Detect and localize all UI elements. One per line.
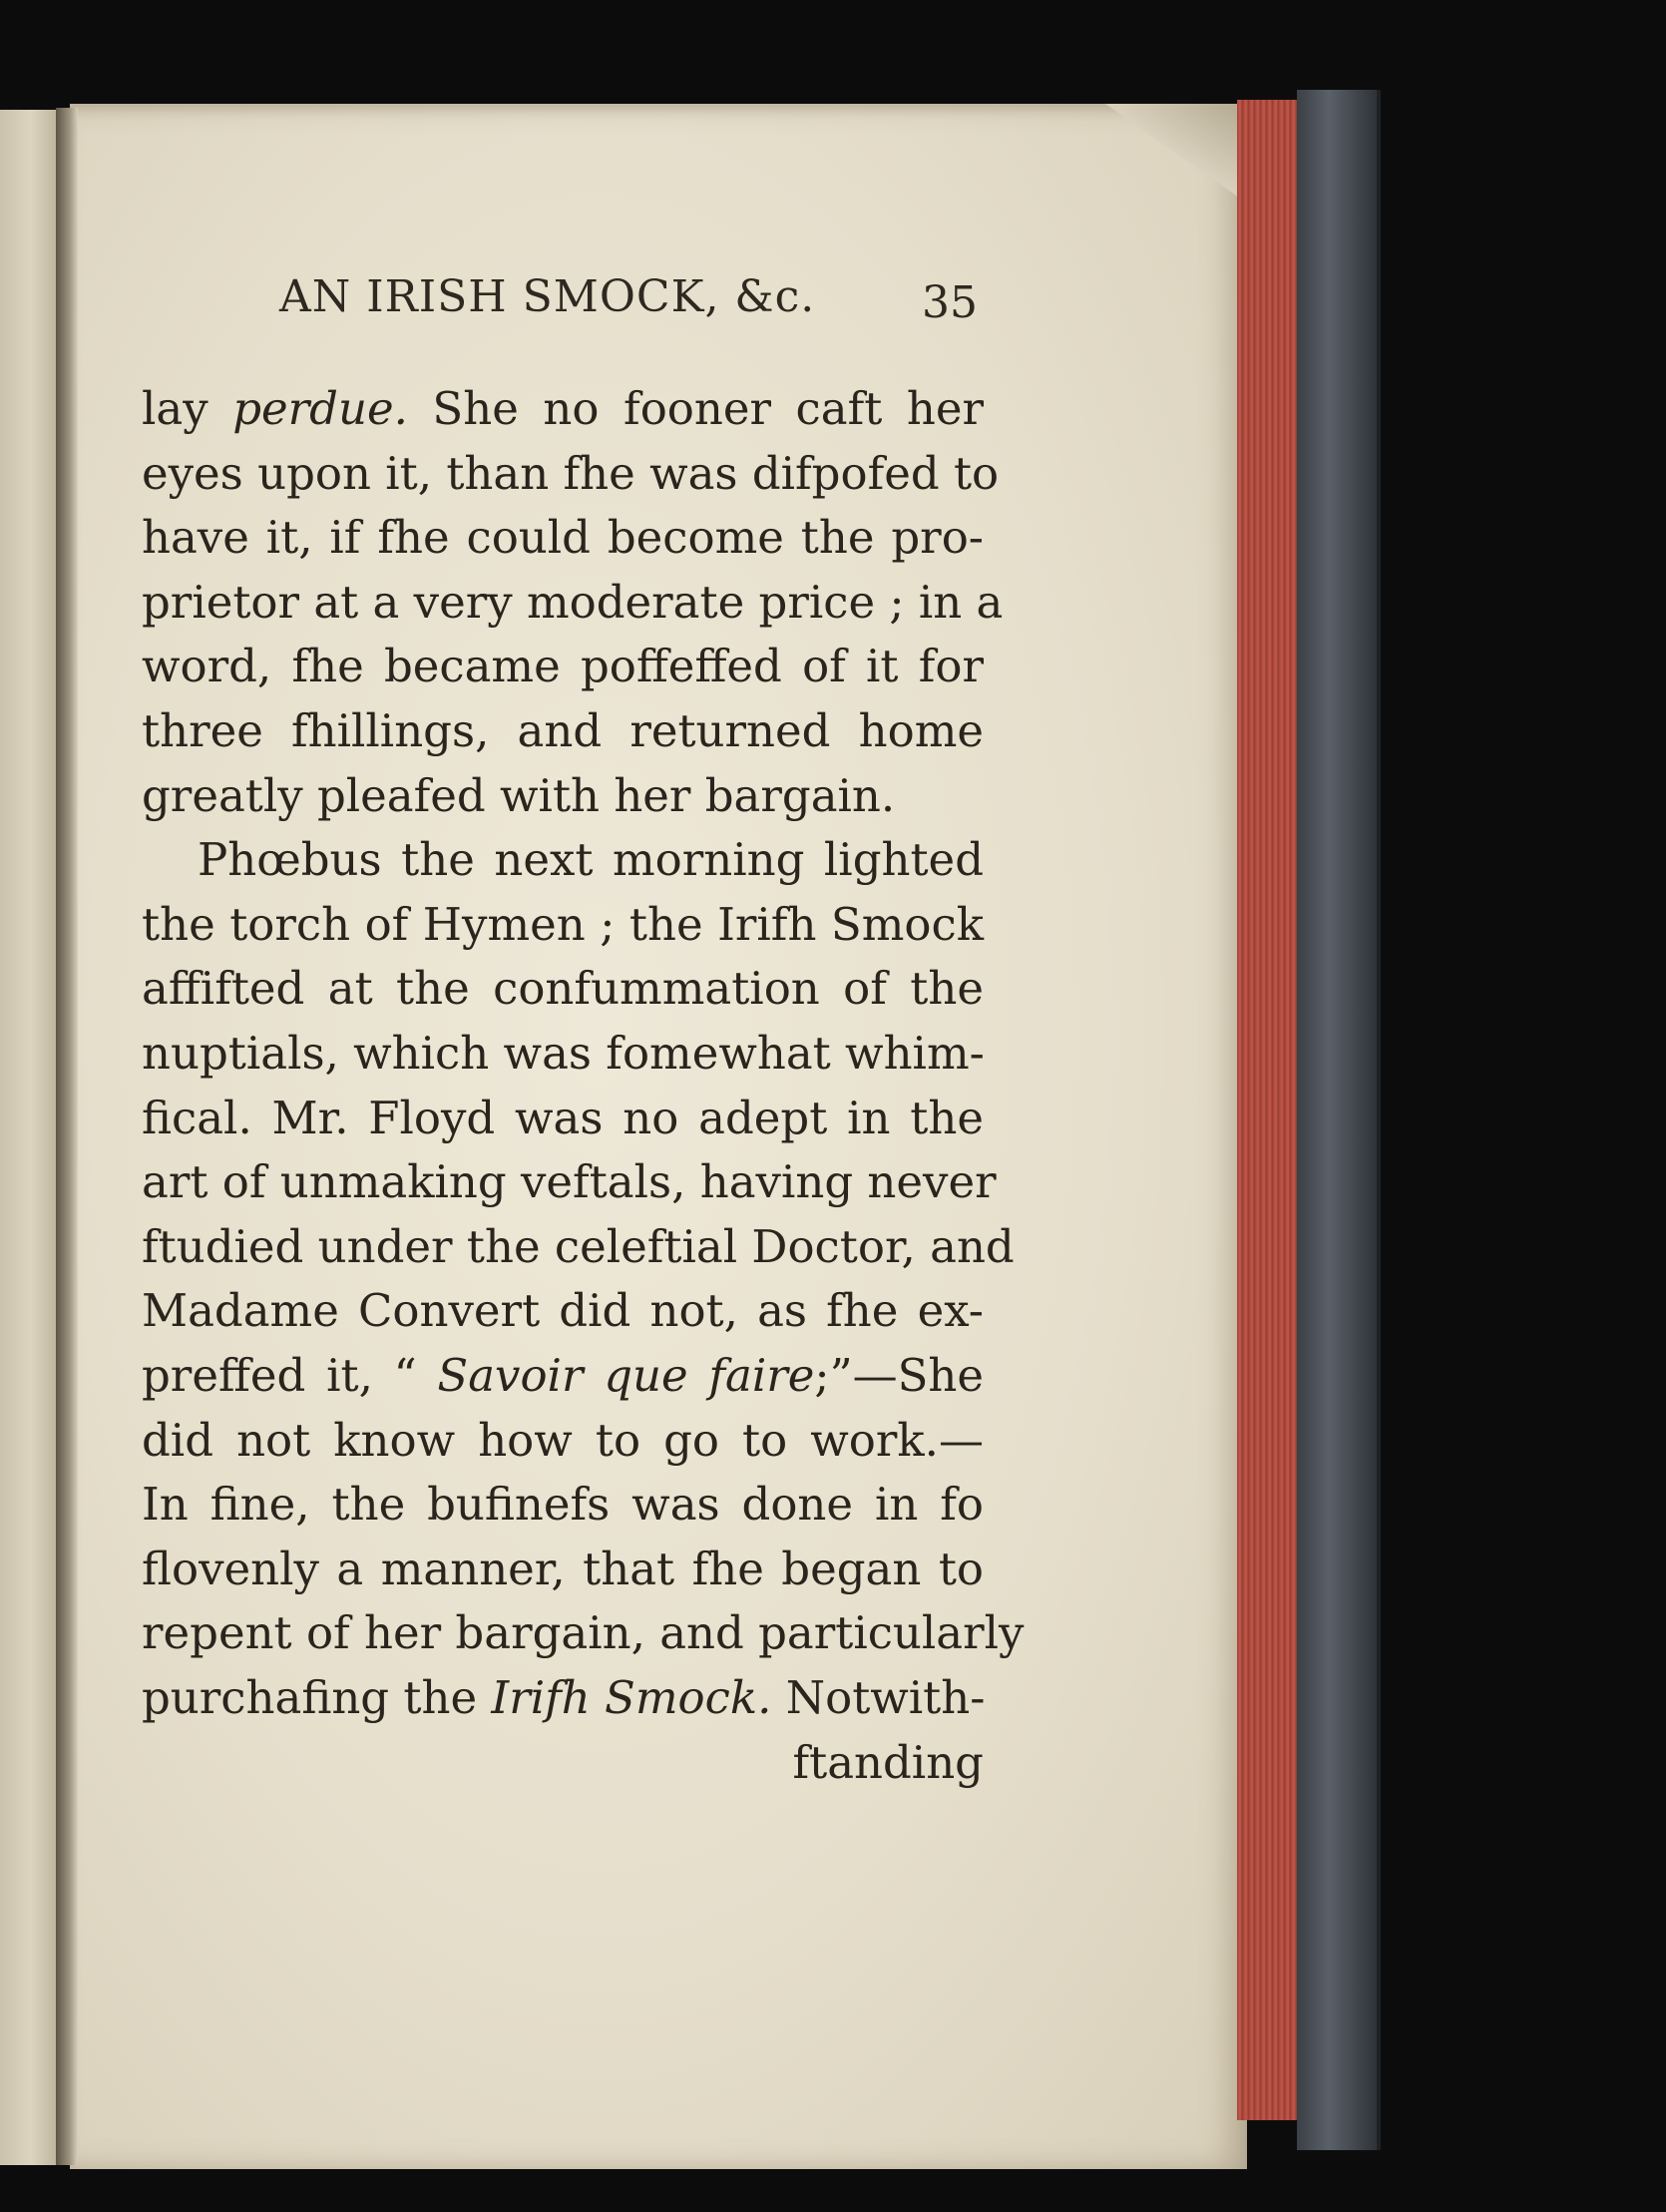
page-number: 35	[922, 277, 978, 328]
text-run: art of unmaking veftals, having never	[142, 1155, 997, 1209]
text-line	[142, 1024, 984, 1086]
text-run: prietor at a very moderate price ; in a	[142, 575, 1004, 629]
text-run: have it, if fhe could become the pro-	[142, 511, 984, 565]
text-line	[142, 1281, 984, 1343]
text-run: lay	[142, 382, 233, 435]
text-line	[142, 637, 984, 698]
text-run: did not know how to go to work.—	[142, 1413, 984, 1467]
previous-page-edge	[0, 110, 62, 2165]
text-line	[142, 959, 984, 1021]
text-run: purchafing the	[142, 1671, 492, 1724]
text-line	[142, 444, 1000, 506]
text-run: greatly pleafed with her bargain.	[142, 768, 896, 822]
text-run: eyes upon it, than fhe was difpofed to	[142, 446, 1000, 500]
text-line	[142, 1152, 997, 1214]
text-run: three fhillings, and returned home	[142, 704, 984, 757]
book-cover	[1297, 90, 1381, 2150]
running-title: AN IRISH SMOCK, &c.	[279, 271, 816, 322]
text-run: ftudied under the celeftial Doctor, and	[142, 1219, 1015, 1273]
text-run: preffed it, “	[142, 1349, 438, 1402]
text-line	[142, 1346, 984, 1408]
text-run: word, fhe became poffeffed of it for	[142, 640, 984, 693]
page-edges	[1237, 100, 1297, 2120]
text-run: affifted at the confummation of the	[142, 962, 984, 1016]
text-line	[142, 1475, 984, 1537]
text-line	[142, 1668, 984, 1730]
text-line	[142, 830, 984, 892]
text-line	[142, 1089, 984, 1150]
italic-text: Irifh Smock.	[491, 1671, 772, 1724]
text-line	[142, 508, 984, 570]
text-line	[142, 1217, 1015, 1279]
text-run: Madame Convert did not, as fhe ex-	[142, 1284, 984, 1338]
italic-text: perdue.	[232, 382, 408, 435]
text-run: fical. Mr. Floyd was no adept in the	[142, 1091, 984, 1144]
text-line	[142, 1411, 984, 1473]
text-line	[142, 895, 984, 957]
text-line	[142, 573, 1004, 635]
text-run: ;”—She	[814, 1349, 985, 1402]
italic-text: Savoir que faire	[437, 1349, 815, 1402]
text-run: Phœbus the next morning lighted	[198, 833, 984, 887]
running-head	[142, 271, 984, 331]
text-run: the torch of Hymen ; the Irifh Smock	[142, 897, 984, 951]
text-line	[142, 1603, 1025, 1665]
text-run: In fine, the bufinefs was done in fo	[142, 1478, 984, 1532]
text-line	[142, 1540, 984, 1601]
text-line	[142, 766, 984, 828]
text-run: nuptials, which was fomewhat whim-	[142, 1027, 985, 1080]
text-run: flovenly a manner, that fhe began to	[142, 1542, 984, 1595]
gutter-shadow	[56, 108, 78, 2165]
text-line	[142, 379, 984, 441]
text-line	[142, 701, 984, 763]
folded-corner	[1097, 104, 1237, 209]
catchword: ftanding	[792, 1735, 984, 1789]
text-run: repent of her bargain, and particularly	[142, 1606, 1025, 1660]
text-run: She no fooner caft her	[407, 382, 984, 435]
text-run: Notwith-	[771, 1671, 986, 1724]
